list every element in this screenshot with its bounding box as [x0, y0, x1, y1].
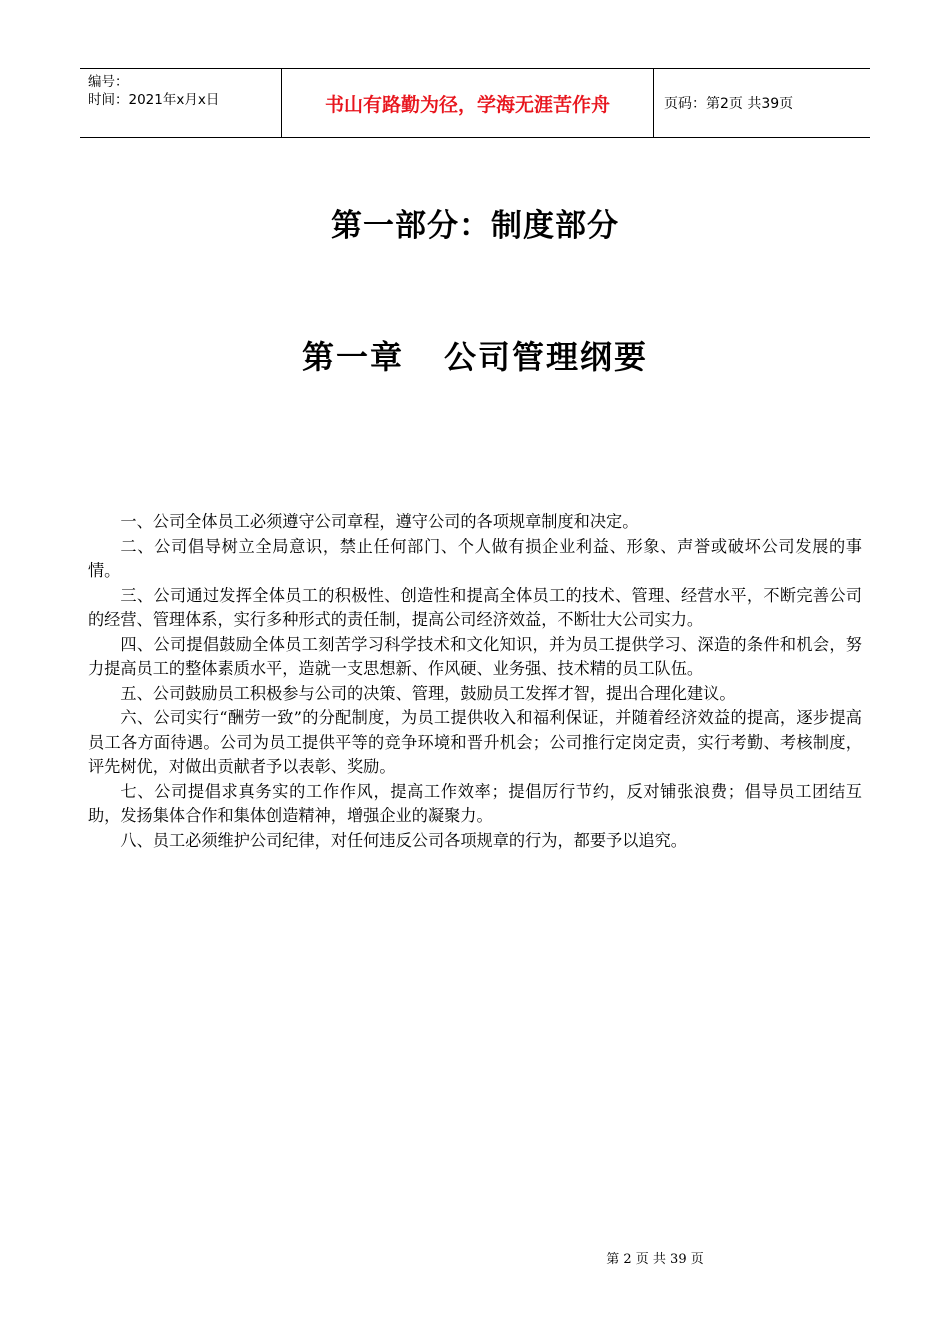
body-text [88, 510, 862, 853]
paragraph: 一、公司全体员工必须遵守公司章程，遵守公司的各项规章制度和决定。 [120, 512, 639, 531]
header-table [80, 68, 870, 138]
page-footer: 第 2 页 共 39 页 [606, 1252, 704, 1267]
page-info-cell [654, 69, 870, 137]
paragraph: 六、公司实行“酬劳一致”的分配制度，为员工提供收入和福利保证，并随着经济效益的提高，逐步提高员工各方面待遇。公司为员工提供平等的竞争环境和晋升机会；公司推行定岗定责，实行考勤、考核制度，评先树优，对做出贡献者予以表彰、奖励。 [88, 708, 862, 776]
header-meta-cell [80, 69, 282, 137]
paragraph: 三、公司通过发挥全体员工的积极性、创造性和提高全体员工的技术、管理、经营水平，不断完善公司的经营、管理体系，实行多种形式的责任制，提高公司经济效益，不断壮大公司实力。 [88, 585, 862, 629]
motto-text: 书山有路勤为径，学海无涯苦作舟 [324, 93, 610, 116]
paragraph: 五、公司鼓励员工积极参与公司的决策、管理，鼓励员工发挥才智，提出合理化建议。 [120, 683, 736, 703]
paragraph: 八、员工必须维护公司纪律，对任何违反公司各项规章的行为，都要予以追究。 [120, 830, 687, 850]
page-info-text: 页码：第2页 共39页 [664, 96, 794, 112]
part-title: 第一部分：制度部分 [331, 208, 619, 244]
paragraph: 二、公司倡导树立全局意识，禁止任何部门、个人做有损企业利益、形象、声誉或破坏公司发展的事情。 [88, 536, 862, 580]
paragraph: 七、公司提倡求真务实的工作作风，提高工作效率；提倡厉行节约，反对铺张浪费；倡导员工团结互助，发扬集体合作和集体创造精神，增强企业的凝聚力。 [88, 781, 862, 825]
number-label: 编号： [88, 74, 129, 90]
chapter-number: 第一章 [301, 338, 404, 376]
chapter-name: 公司管理纲要 [444, 338, 649, 376]
motto-cell [282, 69, 654, 137]
chapter-title [0, 332, 950, 378]
time-label: 时间：2021年x月x日 [88, 92, 220, 108]
paragraph: 四、公司提倡鼓励全体员工刻苦学习科学技术和文化知识，并为员工提供学习、深造的条件和机会，努力提高员工的整体素质水平，造就一支思想新、作风硬、业务强、技术精的员工队伍。 [88, 634, 862, 678]
